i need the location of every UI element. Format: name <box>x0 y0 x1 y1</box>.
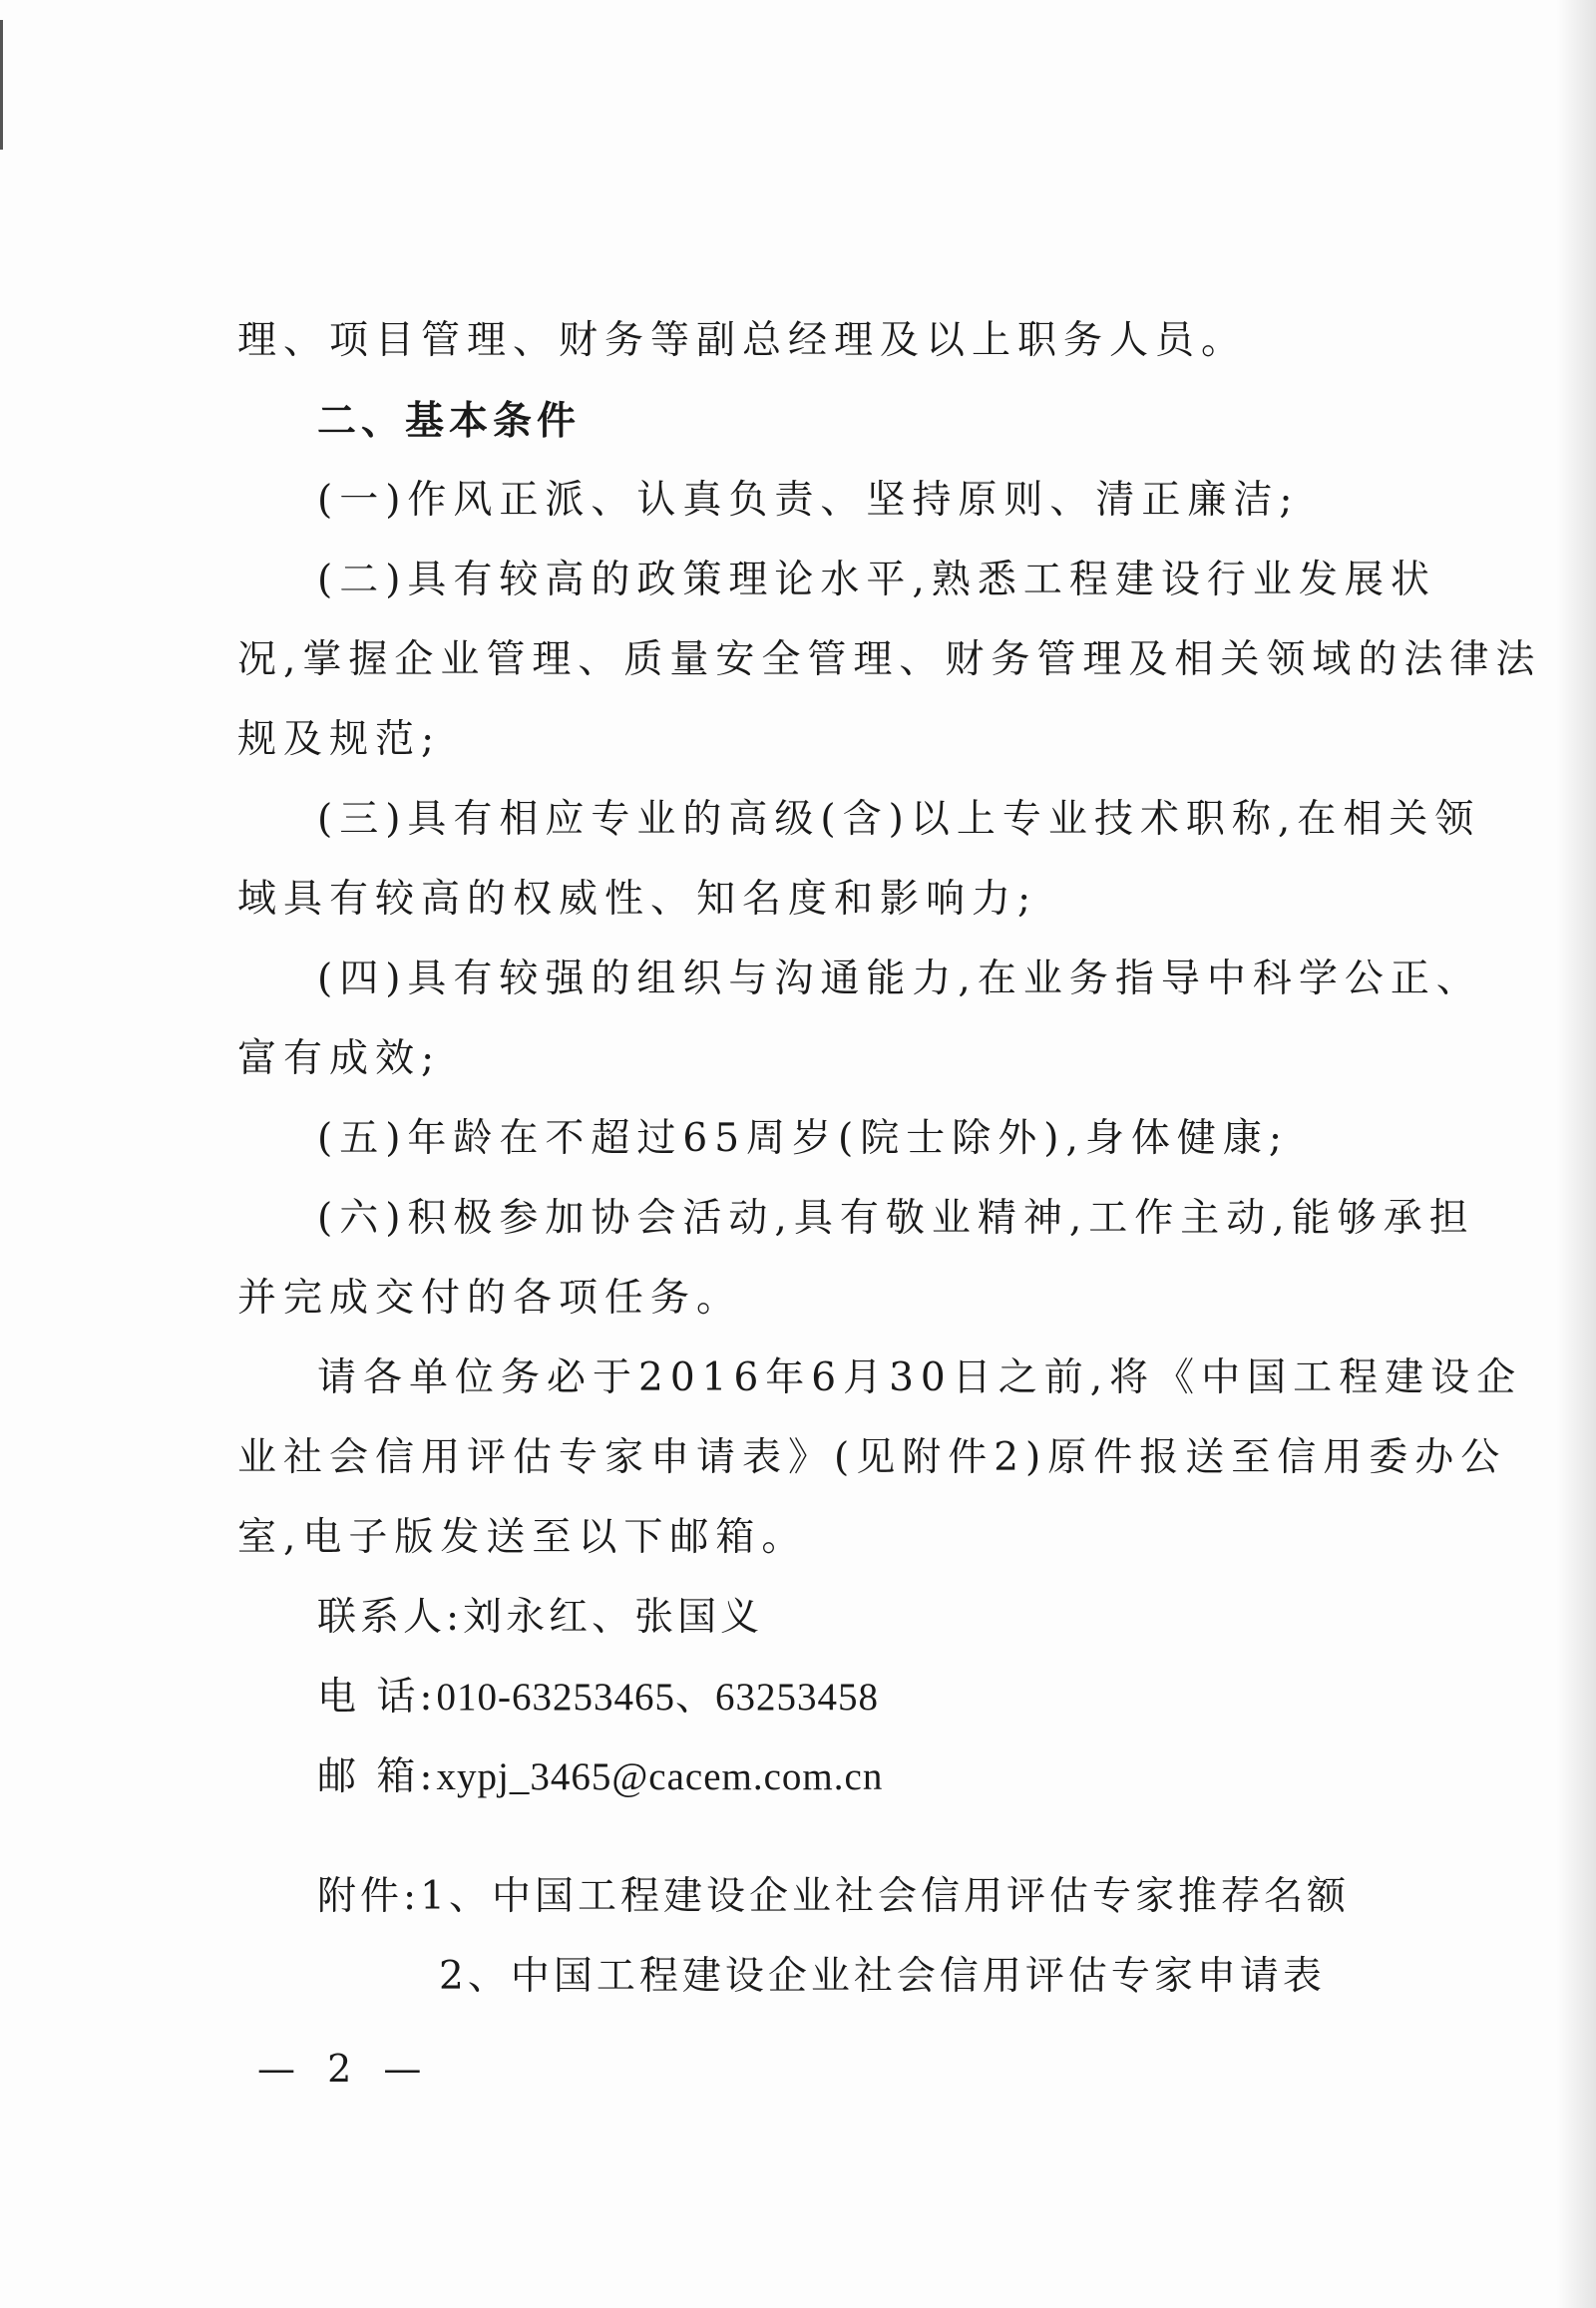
phone-row <box>317 1668 1365 1728</box>
condition-1: (一)作风正派、认真负责、坚持原则、清正廉洁; <box>317 478 1300 523</box>
email-row <box>317 1747 1365 1807</box>
section-heading: 二、基本条件 <box>317 398 582 444</box>
condition-4-line-1: (四)具有较强的组织与沟通能力,在业务指导中科学公正、 <box>317 957 1482 1001</box>
condition-6-line-2: 并完成交付的各项任务。 <box>237 1276 743 1321</box>
condition-3-line-1: (三)具有相应专业的高级(含)以上专业技术职称,在相关领 <box>317 797 1481 842</box>
condition-6-line-1: (六)积极参加协会活动,具有敬业精神,工作主动,能够承担 <box>317 1196 1475 1241</box>
request-line-2: 业社会信用评估专家申请表》(见附件2)原件报送至信用委办公 <box>237 1435 1507 1480</box>
contact-person: 联系人:刘永红、张国义 <box>317 1595 764 1640</box>
request-line-1: 请各单位务必于2016年6月30日之前,将《中国工程建设企 <box>317 1355 1523 1400</box>
phone-label: 电 话: <box>317 1675 437 1720</box>
condition-2-line-1: (二)具有较高的政策理论水平,熟悉工程建设行业发展状 <box>317 558 1436 602</box>
condition-2-line-2: 况,掌握企业管理、质量安全管理、财务管理及相关领域的法律法 <box>237 637 1542 682</box>
text-line-continuation: 理、项目管理、财务等副总经理及以上职务人员。 <box>237 318 1248 363</box>
email-value: xypj_3465@cacem.com.cn <box>436 1755 884 1798</box>
phone-value: 010-63253465、63253458 <box>436 1676 880 1719</box>
attachment-1: 附件:1、中国工程建设企业社会信用评估专家推荐名额 <box>317 1874 1350 1919</box>
request-line-3: 室,电子版发送至以下邮箱。 <box>237 1515 808 1560</box>
condition-4-line-2: 富有成效; <box>237 1036 442 1081</box>
condition-3-line-2: 域具有较高的权威性、知名度和影响力; <box>237 877 1038 922</box>
email-label: 邮 箱: <box>317 1754 437 1799</box>
condition-2-line-3: 规及规范; <box>237 717 442 762</box>
scan-edge-shadow <box>1556 0 1596 2308</box>
condition-5: (五)年龄在不超过65周岁(院士除外),身体健康; <box>317 1116 1290 1161</box>
attachment-2: 2、中国工程建设企业社会信用评估专家申请表 <box>439 1954 1326 1999</box>
scan-edge-mark <box>0 20 3 150</box>
page-number: — 2 — <box>257 2047 432 2091</box>
